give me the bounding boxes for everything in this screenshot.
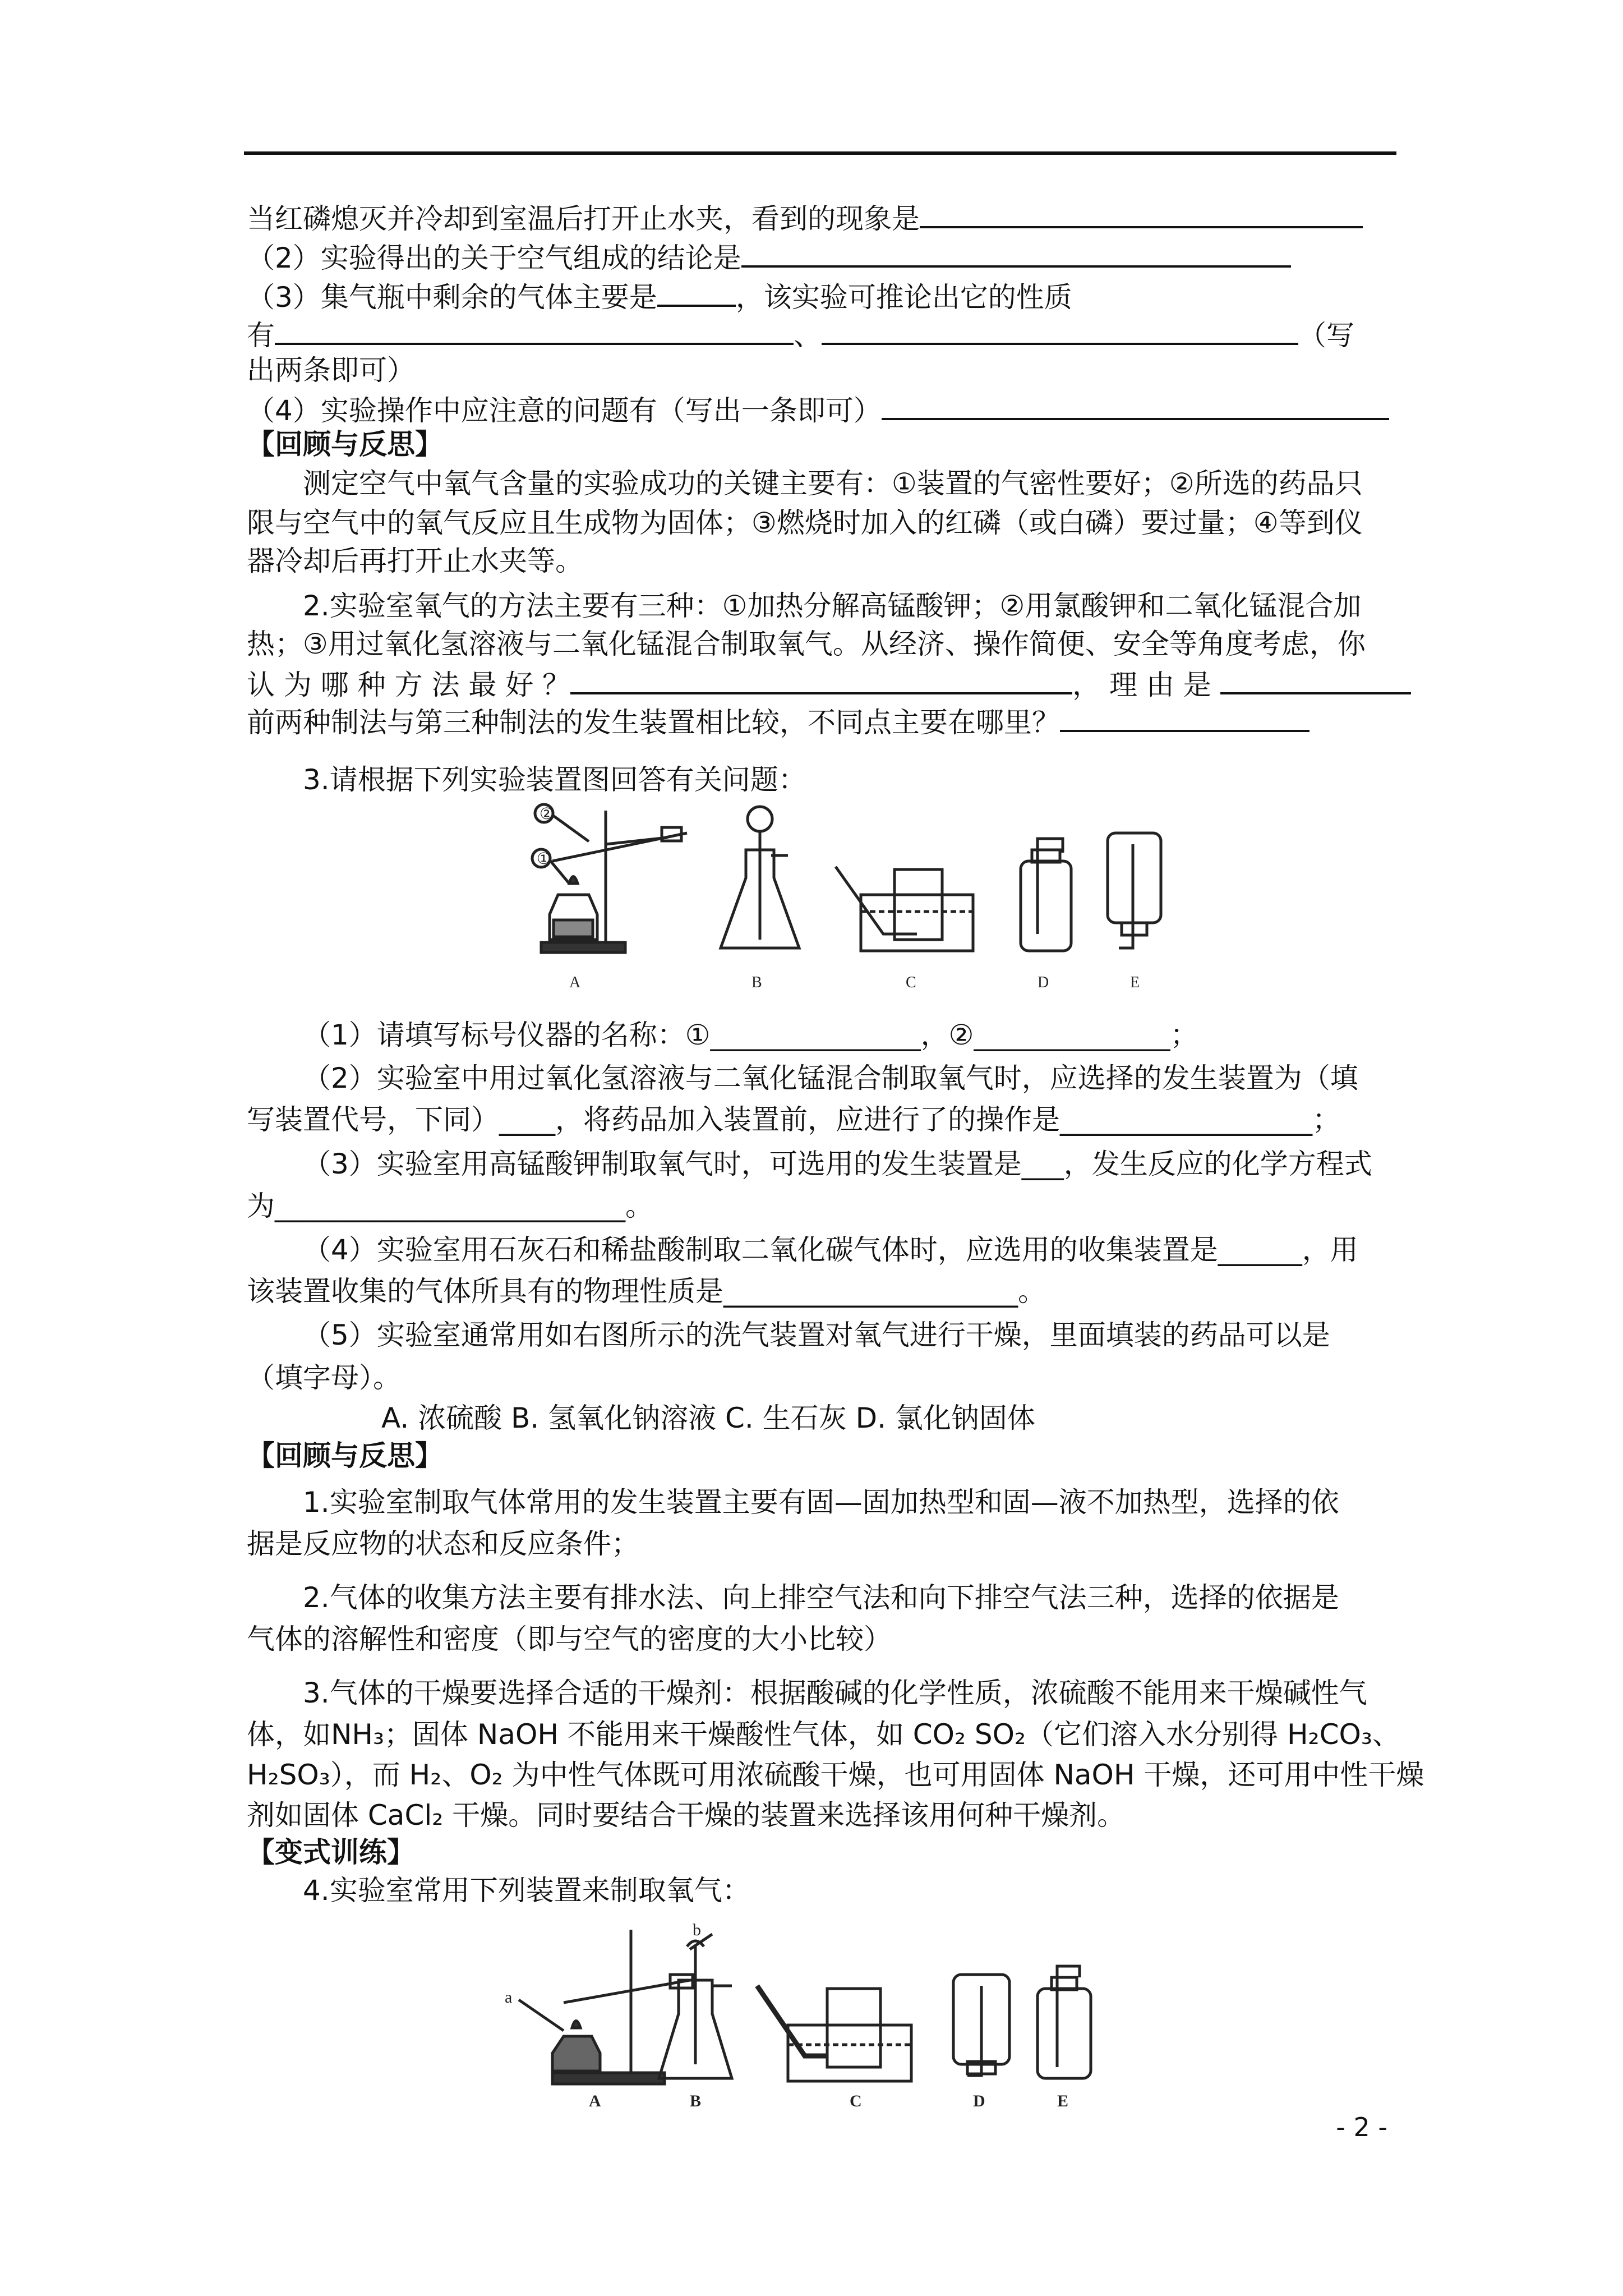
section-heading: 【变式训练】 <box>247 1836 415 1869</box>
text-line: （填字母）。 <box>247 1361 401 1394</box>
text-line <box>247 316 1354 352</box>
text-line <box>247 703 1310 739</box>
answer-options: A. 浓硫酸 B. 氢氧化钠溶液 C. 生石灰 D. 氯化钠固体 <box>381 1402 1035 1434</box>
text-line: 测定空气中氧气含量的实验成功的关键主要有：①装置的气密性要好；②所选的药品只 <box>303 467 1363 500</box>
text-span: （3）集气瓶中剩余的气体主要是 <box>247 281 657 314</box>
figure-label-B: B <box>751 974 762 991</box>
figure-label-E: E <box>1057 2092 1069 2110</box>
figure-label-A: A <box>569 974 581 991</box>
text-line: 据是反应物的状态和反应条件； <box>247 1527 639 1560</box>
apparatus-figure-2 <box>502 1918 1161 2112</box>
answer-blank[interactable] <box>1060 703 1310 732</box>
text-span: ，该实验可推论出它的性质 <box>735 281 1072 314</box>
text-line <box>247 199 1363 236</box>
apparatus-figure-1 <box>524 799 1178 993</box>
figure-label-E: E <box>1130 974 1140 991</box>
text-line: 4.实验室常用下列装置来制取氧气： <box>303 1874 750 1907</box>
text-line: （5）实验室通常用如右图所示的洗气装置对氧气进行干燥，里面填装的药品可以是 <box>303 1319 1330 1351</box>
section-heading: 【回顾与反思】 <box>247 1439 443 1472</box>
text-span: 当红磷熄灭并冷却到室温后打开止水夹，看到的现象是 <box>247 203 920 235</box>
text-line: 气体的溶解性和密度（即与空气的密度的大小比较） <box>247 1623 892 1655</box>
answer-blank[interactable] <box>920 199 1363 228</box>
page-number: - 2 - <box>1336 2112 1387 2142</box>
figure-label-D: D <box>973 2092 985 2110</box>
text-line: 2.气体的收集方法主要有排水法、向上排空气法和向下排空气法三种，选择的依据是 <box>303 1581 1339 1614</box>
text-span: （4）实验操作中应注意的问题有（写出一条即可） <box>247 394 882 427</box>
section-heading: 【回顾与反思】 <box>247 428 443 461</box>
text-line: （2）实验室中用过氧化氢溶液与二氧化锰混合制取氧气时，应选择的发生装置为（填 <box>303 1062 1358 1094</box>
text-span: （写 <box>1298 319 1354 352</box>
marker-1: ① <box>537 850 551 868</box>
text-span: 前两种制法与第三种制法的发生装置相比较，不同点主要在哪里？ <box>247 706 1060 739</box>
figure-label-C: C <box>850 2092 862 2110</box>
figure-label-C: C <box>906 974 916 991</box>
text-line: 3.气体的干燥要选择合适的干燥剂：根据酸碱的化学性质，浓硫酸不能用来干燥碱性气 <box>303 1677 1367 1709</box>
answer-blank[interactable] <box>822 316 1298 345</box>
text-line <box>247 278 1072 314</box>
text-line: 1.实验室制取气体常用的发生装置主要有固—固加热型和固—液不加热型，选择的依 <box>303 1486 1339 1519</box>
text-line: 热；③用过氧化氢溶液与二氧化锰混合制取氧气。从经济、操作简便、安全等角度考虑，你 <box>247 628 1366 660</box>
text-span: （2）实验得出的关于空气组成的结论是 <box>247 242 741 274</box>
text-line: 出两条即可） <box>247 354 415 386</box>
text-line: （4）实验室用石灰石和稀盐酸制取二氧化碳气体时，应选用的收集装置是______，用 <box>303 1234 1358 1266</box>
figure-label-A: A <box>589 2092 601 2110</box>
text-line: 剂如固体 CaCl₂ 干燥。同时要结合干燥的装置来选择该用何种干燥剂。 <box>247 1799 1126 1832</box>
text-line <box>247 665 1411 702</box>
text-line: 为_________________________。 <box>247 1190 653 1222</box>
text-line: 该装置收集的气体所具有的物理性质是_____________________。 <box>247 1275 1046 1308</box>
header-rule <box>244 151 1396 155</box>
answer-blank[interactable] <box>657 278 736 307</box>
text-span: ， 理 由 是 <box>1072 669 1211 701</box>
text-span: 认 为 哪 种 方 法 最 好 ？ <box>247 669 571 701</box>
text-line: 2.实验室氧气的方法主要有三种：①加热分解高锰酸钾；②用氯酸钾和二氧化锰混合加 <box>303 590 1362 622</box>
answer-blank[interactable] <box>570 665 1072 694</box>
marker-b: b <box>693 1921 701 1939</box>
text-line: 3.请根据下列实验装置图回答有关问题： <box>303 763 806 796</box>
answer-blank[interactable] <box>275 316 794 345</box>
answer-blank[interactable] <box>882 391 1389 420</box>
text-line: （1）请填写标号仪器的名称：①_______________，②______________； <box>303 1019 1198 1051</box>
figure-label-B: B <box>690 2092 702 2110</box>
text-line: 体，如NH₃；固体 NaOH 不能用来干燥酸性气体，如 CO₂ SO₂（它们溶入水分别得 H₂CO₃、 <box>247 1718 1400 1751</box>
text-line <box>247 391 1389 427</box>
figure-label-D: D <box>1038 974 1049 991</box>
marker-2: ② <box>540 806 554 823</box>
marker-a: a <box>505 1988 513 2007</box>
text-span: 有 <box>247 319 275 352</box>
answer-blank[interactable] <box>1220 665 1411 694</box>
text-line: 器冷却后再打开止水夹等。 <box>247 545 583 577</box>
text-line: 限与空气中的氧气反应且生成物为固体；③燃烧时加入的红磷（或白磷）要过量；④等到仪 <box>247 507 1363 539</box>
text-line <box>247 238 1291 275</box>
text-line: H₂SO₃），而 H₂、O₂ 为中性气体既可用浓硫酸干燥，也可用固体 NaOH 干燥，还可用中性干燥 <box>247 1759 1424 1791</box>
answer-blank[interactable] <box>741 238 1291 268</box>
text-span: 、 <box>794 319 822 352</box>
text-line: 写装置代号，下同）____，将药品加入装置前，应进行了的操作是__________________； <box>247 1103 1340 1136</box>
text-line: （3）实验室用高锰酸钾制取氧气时，可选用的发生装置是___，发生反应的化学方程式 <box>303 1148 1372 1180</box>
